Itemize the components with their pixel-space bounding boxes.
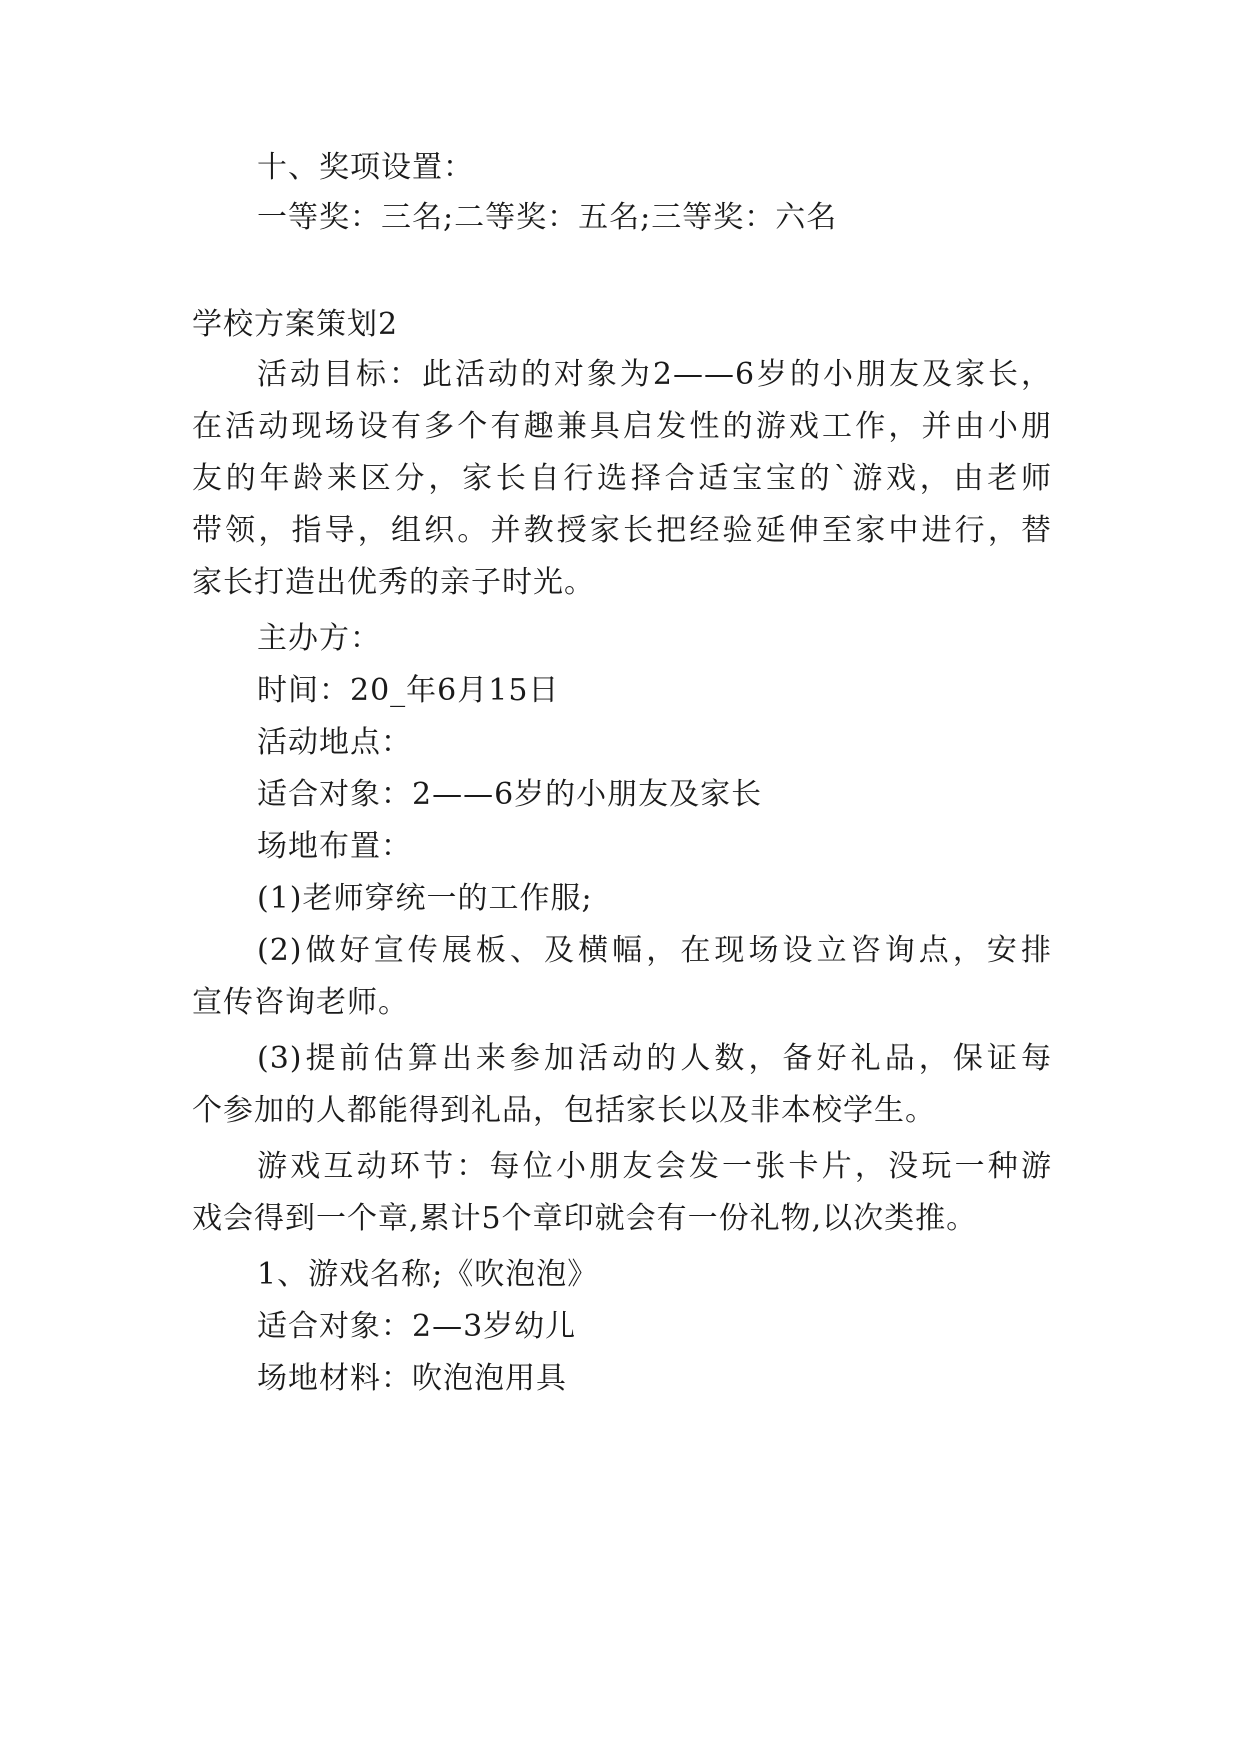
organizer-field: 主办方：: [257, 621, 381, 656]
game1-materials: 场地材料：吹泡泡用具: [257, 1361, 567, 1396]
goal-paragraph-line: 友的年龄来区分，家长自行选择合适宝宝的`游戏，由老师: [192, 461, 1052, 496]
venue-item-2-line: (2)做好宣传展板、及横幅，在现场设立咨询点，安排: [257, 933, 1052, 968]
awards-list: 一等奖：三名;二等奖：五名;三等奖：六名: [257, 200, 838, 235]
goal-paragraph-line: 活动目标：此活动的对象为2——6岁的小朋友及家长，: [257, 357, 1052, 392]
audience-field: 适合对象：2——6岁的小朋友及家长: [257, 777, 763, 812]
plan-title: 学校方案策划2: [192, 307, 399, 342]
venue-item-1: (1)老师穿统一的工作服;: [257, 881, 593, 916]
venue-item-3-line: (3)提前估算出来参加活动的人数，备好礼品，保证每: [257, 1041, 1052, 1076]
goal-paragraph-line: 在活动现场设有多个有趣兼具启发性的游戏工作，并由小朋: [192, 409, 1052, 444]
section-heading-awards: 十、奖项设置：: [257, 150, 474, 185]
venue-item-3-line: 个参加的人都能得到礼品，包括家长以及非本校学生。: [192, 1093, 936, 1128]
goal-paragraph-line: 带领，指导，组织。并教授家长把经验延伸至家中进行，替: [192, 513, 1052, 548]
game-interaction-line: 戏会得到一个章,累计5个章印就会有一份礼物,以次类推。: [192, 1201, 978, 1236]
time-field: 时间：20_年6月15日: [257, 673, 560, 708]
venue-item-2-line: 宣传咨询老师。: [192, 985, 409, 1020]
location-field: 活动地点：: [257, 725, 412, 760]
game1-audience: 适合对象：2—3岁幼儿: [257, 1309, 577, 1344]
game-interaction-line: 游戏互动环节：每位小朋友会发一张卡片，没玩一种游: [257, 1149, 1052, 1184]
venue-heading: 场地布置：: [257, 829, 412, 864]
game1-name: 1、游戏名称;《吹泡泡》: [257, 1257, 599, 1292]
goal-paragraph-line: 家长打造出优秀的亲子时光。: [192, 565, 595, 600]
